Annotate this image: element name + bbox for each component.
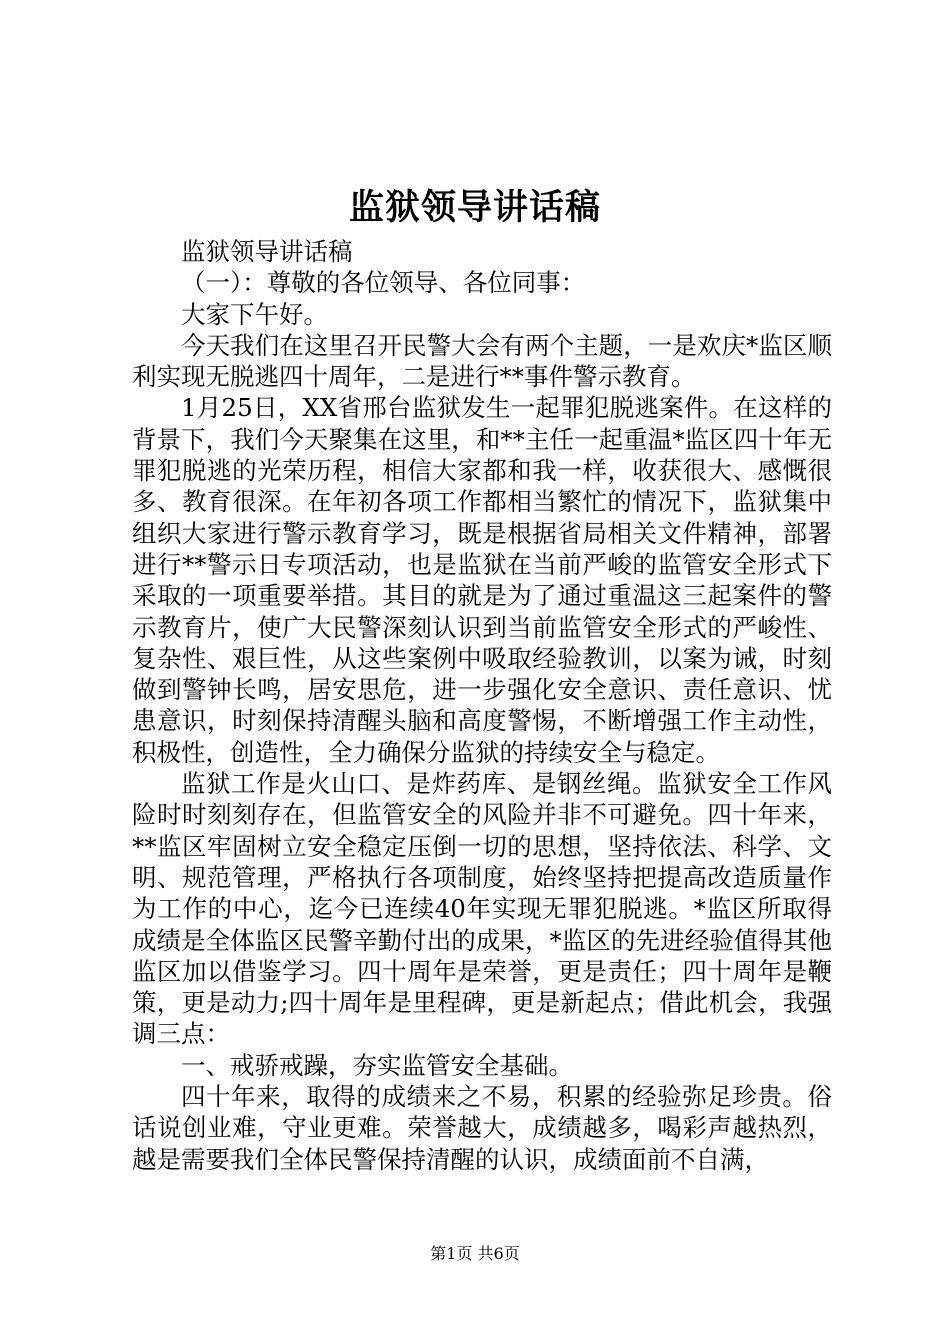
paragraph-heading-one: 一、戒骄戒躁，夯实监管安全基础。 bbox=[181, 1050, 573, 1080]
paragraph-intro: 今天我们在这里召开民警大会有两个主题，一是欢庆*监区顺利实现无脱逃四十周年，二是进行**事件警示教育。 bbox=[132, 330, 832, 392]
page-footer: 第1页 共6页 bbox=[430, 1244, 520, 1263]
paragraph-greeting: 大家下午好。 bbox=[181, 299, 328, 329]
document-body bbox=[132, 236, 832, 1175]
paragraph-achievements: 四十年来，取得的成绩来之不易，积累的经验弥足珍贵。俗话说创业难，守业更难。荣誉越大，成绩越多，喝彩声越热烈，越是需要我们全体民警保持清醒的认识，成绩面前不自满， bbox=[132, 1082, 832, 1174]
document-title: 监狱领导讲话稿 bbox=[348, 188, 601, 228]
paragraph-prison-work: 监狱工作是火山口、是炸药库、是钢丝绳。监狱安全工作风险时时刻刻存在，但监管安全的风险并非不可避免。四十年来，**监区牢固树立安全稳定压倒一切的思想，坚持依法、科学、文明、规范管理，严格执行各项制度，始终坚持把提高改造质量作为工作的中心，迄今已连续40年实现无罪犯脱逃。*监区所取得成绩是全体监区民警辛勤付出的成果，*监区的先进经验值得其他监区加以借鉴学习。四十周年是荣誉，更是责任；四十周年是鞭策，更是动力;四十周年是里程碑，更是新起点；借此机会，我强调三点： bbox=[132, 769, 832, 1049]
paragraph-background: 1月25日，XX省邢台监狱发生一起罪犯脱逃案件。在这样的背景下，我们今天聚集在这里，和**主任一起重温*监区四十年无罪犯脱逃的光荣历程，相信大家都和我一样，收获很大、感慨很多、教育很深。在年初各项工作都相当繁忙的情况下，监狱集中组织大家进行警示教育学习，既是根据省局相关文件精神，部署进行**警示日专项活动，也是监狱在当前严峻的监管安全形式下采取的一项重要举措。其目的就是为了通过重温这三起案件的警示教育片，使广大民警深刻认识到当前监管安全形式的严峻性、复杂性、艰巨性，从这些案例中吸取经验教训，以案为诫，时刻做到警钟长鸣，居安思危，进一步强化安全意识、责任意识、忧患意识，时刻保持清醒头脑和高度警惕，不断增强工作主动性，积极性，创造性，全力确保分监狱的持续安全与稳定。 bbox=[132, 393, 832, 767]
paragraph-subtitle: 监狱领导讲话稿 bbox=[181, 237, 353, 266]
paragraph-salutation: （一）：尊敬的各位领导、各位同事： bbox=[181, 268, 586, 298]
